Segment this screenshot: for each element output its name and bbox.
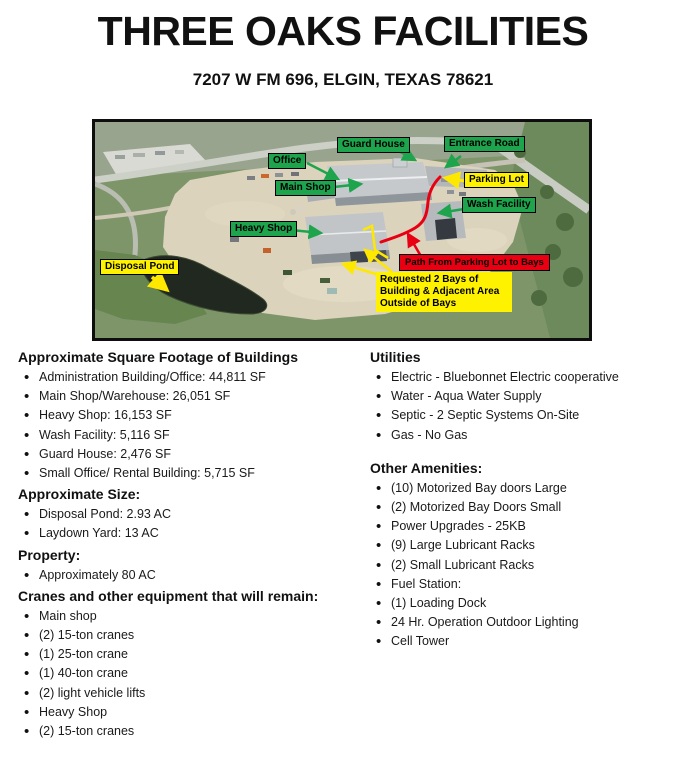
section-heading: Approximate Square Footage of Buildings <box>18 349 299 365</box>
bullet-list <box>18 368 358 483</box>
bullet-item: • (1) Loading Dock <box>370 594 670 613</box>
photo-label-path: Path From Parking Lot to Bays <box>399 254 550 271</box>
section-heading: Property: <box>18 546 81 563</box>
bullet-item: • Cell Tower <box>370 632 670 651</box>
photo-label-parking-lot: Parking Lot <box>464 172 529 188</box>
bullet-item: • Approximately 80 AC <box>18 566 358 585</box>
bullet-item: • Small Office/ Rental Building: 5,715 SF <box>18 464 358 483</box>
bullet-list <box>18 505 358 543</box>
left-column <box>18 348 358 742</box>
address-line: 7207 W FM 696, ELGIN, TEXAS 78621 <box>192 70 494 89</box>
bullet-list <box>18 607 358 741</box>
bullet-item: • Fuel Station: <box>370 575 670 594</box>
bullet-item: • Power Upgrades - 25KB <box>370 517 670 536</box>
bullet-item: • Gas - No Gas <box>370 426 670 445</box>
bullet-list <box>370 479 670 652</box>
bullet-item: • (2) Motorized Bay Doors Small <box>370 498 670 517</box>
bullet-list <box>370 368 670 445</box>
section-heading: Other Amenities: <box>370 459 483 476</box>
bullet-item: • Main Shop/Warehouse: 26,051 SF <box>18 387 358 406</box>
bullet-item: • Heavy Shop <box>18 703 358 722</box>
photo-label-requested-bays: Requested 2 Bays of Building & Adjacent Area Outside of Bays <box>376 272 512 312</box>
bullet-item: • 24 Hr. Operation Outdoor Lighting <box>370 613 670 632</box>
photo-label-disposal-pond: Disposal Pond <box>100 259 179 275</box>
bullet-item: • Septic - 2 Septic Systems On-Site <box>370 406 670 425</box>
bullet-item: • (2) light vehicle lifts <box>18 684 358 703</box>
bullet-item: • Wash Facility: 5,116 SF <box>18 426 358 445</box>
bullet-list <box>18 566 358 585</box>
section-heading: Approximate Size: <box>18 486 141 503</box>
photo-label-entrance-road: Entrance Road <box>444 136 525 152</box>
bullet-item: • (1) 40-ton crane <box>18 664 358 683</box>
photo-label-wash-facility: Wash Facility <box>462 197 536 213</box>
bullet-item: • (10) Motorized Bay doors Large <box>370 479 670 498</box>
right-column <box>370 348 670 653</box>
bullet-item: • Guard House: 2,476 SF <box>18 445 358 464</box>
bullet-item: • (2) 15-ton cranes <box>18 722 358 741</box>
bullet-item: • (9) Large Lubricant Racks <box>370 536 670 555</box>
aerial-photo <box>92 119 592 341</box>
section-heading: Utilities <box>370 349 421 365</box>
photo-label-main-shop: Main Shop <box>275 180 336 196</box>
bullet-item: • (2) 15-ton cranes <box>18 626 358 645</box>
photo-label-heavy-shop: Heavy Shop <box>230 221 297 237</box>
bullet-item: • Laydown Yard: 13 AC <box>18 524 358 543</box>
bullet-item: • Heavy Shop: 16,153 SF <box>18 406 358 425</box>
bullet-item: • Water - Aqua Water Supply <box>370 387 670 406</box>
bullet-item: • (2) Small Lubricant Racks <box>370 556 670 575</box>
page-title: THREE OAKS FACILITIES <box>97 8 589 54</box>
photo-label-guard-house: Guard House <box>337 137 410 153</box>
section-heading: Cranes and other equipment that will remain: <box>18 587 319 604</box>
photo-label-office: Office <box>268 153 306 169</box>
bullet-item: • Main shop <box>18 607 358 626</box>
bullet-item: • Administration Building/Office: 44,811 SF <box>18 368 358 387</box>
bullet-item: • (1) 25-ton crane <box>18 645 358 664</box>
aerial-photo-art <box>95 122 589 338</box>
bullet-item: • Electric - Bluebonnet Electric cooperative <box>370 368 670 387</box>
bullet-item: • Disposal Pond: 2.93 AC <box>18 505 358 524</box>
